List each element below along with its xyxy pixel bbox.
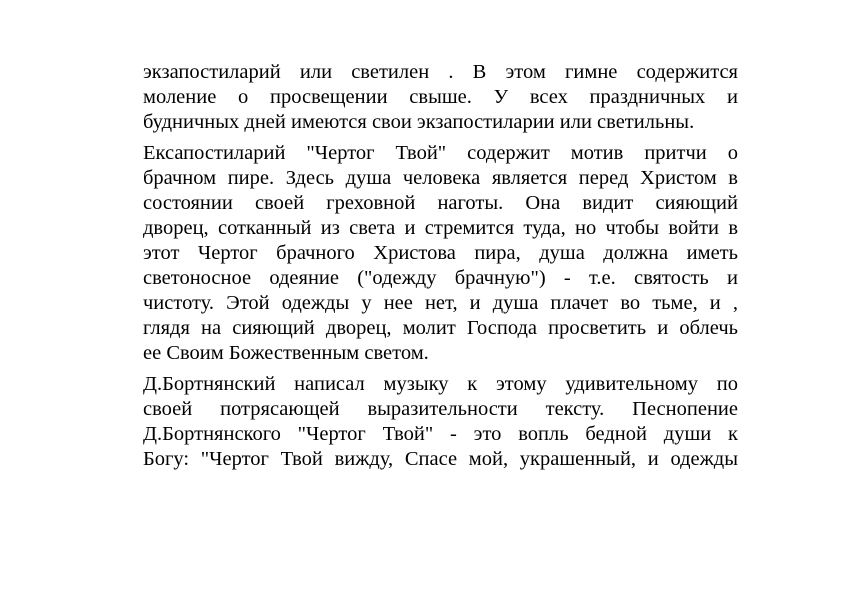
text-line: своей потрясающей выразительности тексту. Песнопение bbox=[143, 398, 738, 420]
text-line: этот Чертог брачного Христова пира, душа должна иметь bbox=[143, 242, 738, 264]
document-text bbox=[143, 60, 738, 478]
paragraph-3 bbox=[143, 372, 738, 472]
text-line: экзапостиларий или светилен . В этом гимне содержится bbox=[143, 61, 738, 83]
text-line: ее Своим Божественным светом. bbox=[143, 342, 429, 364]
text-line: дворец, сотканный из света и стремится туда, но чтобы войти в bbox=[143, 217, 738, 239]
paragraph-2 bbox=[143, 141, 738, 366]
text-line: глядя на сияющий дворец, молит Господа просветить и облечь bbox=[143, 317, 738, 339]
text-line: Д.Бортнянский написал музыку к этому удивительному по bbox=[143, 373, 738, 395]
text-line: Ексапостиларий "Чертог Твой" содержит мотив притчи о bbox=[143, 142, 738, 164]
text-line: Д.Бортнянского "Чертог Твой" - это вопль бедной души к bbox=[143, 423, 738, 445]
paragraph-1 bbox=[143, 60, 738, 135]
text-line: будничных дней имеются свои экзапостиларии или светильны. bbox=[143, 111, 695, 133]
text-line: светоносное одеяние ("одежду брачную") - т.е. святость и bbox=[143, 267, 738, 289]
text-line: брачном пире. Здесь душа человека является перед Христом в bbox=[143, 167, 738, 189]
text-line: чистоту. Этой одежды у нее нет, и душа плачет во тьме, и , bbox=[143, 292, 738, 314]
text-line: состоянии своей греховной наготы. Она видит сияющий bbox=[143, 192, 738, 214]
text-line: моление о просвещении свыше. У всех праздничных и bbox=[143, 86, 738, 108]
text-line: Богу: "Чертог Твой вижду, Спасе мой, украшенный, и одежды bbox=[143, 448, 738, 470]
